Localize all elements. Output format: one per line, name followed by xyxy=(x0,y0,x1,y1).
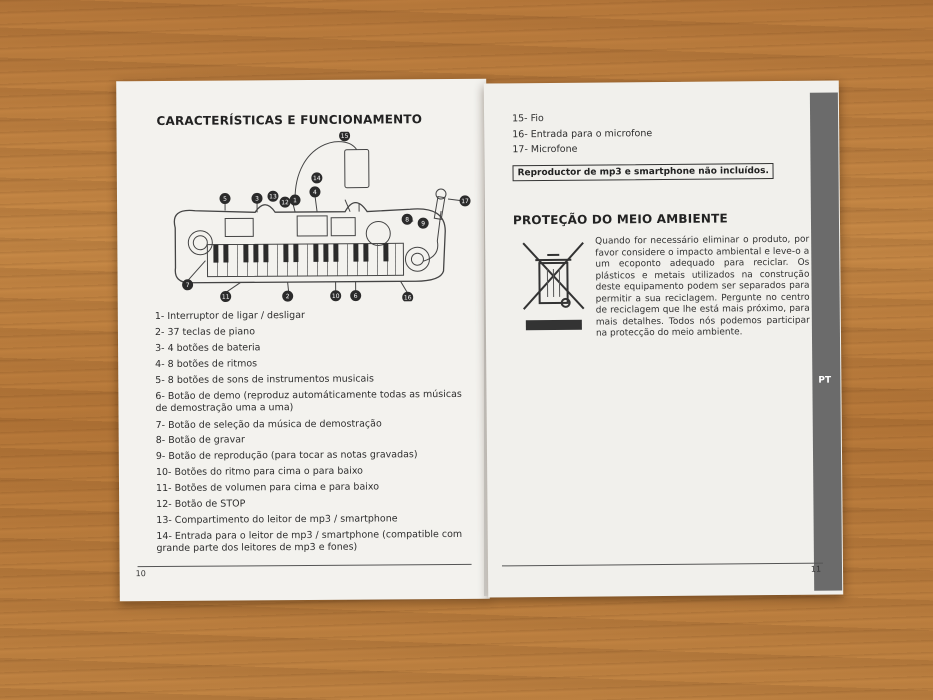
callout-number: 8 xyxy=(405,216,410,224)
callout-number: 11 xyxy=(221,293,230,301)
keyboard-diagram xyxy=(145,131,476,303)
callout-number: 14 xyxy=(313,175,321,183)
feature-list-continued xyxy=(512,110,652,158)
list-item: 15- Fio xyxy=(512,113,544,125)
list-item: 3- 4 botões de bateria xyxy=(155,342,261,354)
left-page xyxy=(116,79,490,602)
callout-number: 17 xyxy=(461,198,469,206)
list-item: 7- Botão de seleção da música de demostração xyxy=(155,417,382,431)
callout-number: 3 xyxy=(255,195,259,203)
footer-rule xyxy=(138,564,472,567)
page-number: 11 xyxy=(810,564,822,574)
right-page xyxy=(484,80,843,597)
callout-number: 10 xyxy=(331,292,340,300)
callout-number: 12 xyxy=(281,199,289,207)
list-item: 6- Botão de demo (reproduz automáticamente todas as músicas de demostração uma a uma) xyxy=(155,388,462,414)
list-item: 1- Interruptor de ligar / desligar xyxy=(154,309,305,323)
language-tab xyxy=(810,92,842,590)
callout-number: 4 xyxy=(313,189,317,197)
list-item: 9- Botão de reprodução (para tocar as notas gravadas) xyxy=(155,449,418,463)
callout-number: 6 xyxy=(353,292,358,300)
callout-number: 1 xyxy=(293,197,297,205)
language-tab-label: PT xyxy=(818,375,832,386)
section-title: PROTEÇÃO DO MEIO AMBIENTE xyxy=(512,211,728,228)
crossed-bin-icon xyxy=(521,241,586,337)
list-item: 8- Botão de gravar xyxy=(155,434,245,447)
list-item: 5- 8 botões de sons de instrumentos musicais xyxy=(155,373,374,386)
environment-paragraph: Quando for necessário eliminar o produto, por favor considere o impacto ambiental e leve-o a um ecoponto adequado para reciclar. Os plásticos e metais utilizados na construção deste equipamento podem ser separados para permitir a sua reciclagem. Pergunte no centro de reciclagem que lhe está mais próximo, para mais detalhes. Todos nós podemos participar na protecção do meio ambiente. xyxy=(595,234,810,339)
callout-number: 13 xyxy=(269,193,277,201)
footer-rule xyxy=(502,563,823,567)
list-item: 13- Compartimento do leitor de mp3 / smartphone xyxy=(156,513,398,526)
list-item: 14- Entrada para o leitor de mp3 / smartphone (compatible com grande parte dos leitores de mp3 e fones) xyxy=(156,528,463,554)
list-item: 4- 8 botões de ritmos xyxy=(155,358,258,370)
feature-list xyxy=(155,307,465,558)
page-title: CARACTERÍSTICAS E FUNCIONAMENTO xyxy=(156,112,423,129)
list-item: 10- Botões do ritmo para cima o para baixo xyxy=(155,465,364,479)
callout-number: 9 xyxy=(421,220,426,228)
page-number: 10 xyxy=(135,569,146,579)
callout-number: 15 xyxy=(340,132,349,140)
list-item: 17- Microfone xyxy=(512,143,578,156)
list-item: 16- Entrada para o microfone xyxy=(512,127,653,140)
list-item: 11- Botões de volumen para cima e para baixo xyxy=(155,481,380,495)
list-item: 2- 37 teclas de piano xyxy=(154,326,256,338)
callout-number: 7 xyxy=(185,281,190,290)
notice-box: Reproductor de mp3 e smartphone não incluídos. xyxy=(512,163,773,181)
callout-number: 16 xyxy=(403,294,412,302)
callout-number: 5 xyxy=(223,195,227,203)
list-item: 12- Botão de STOP xyxy=(156,498,246,511)
callout-number: 2 xyxy=(285,293,290,301)
